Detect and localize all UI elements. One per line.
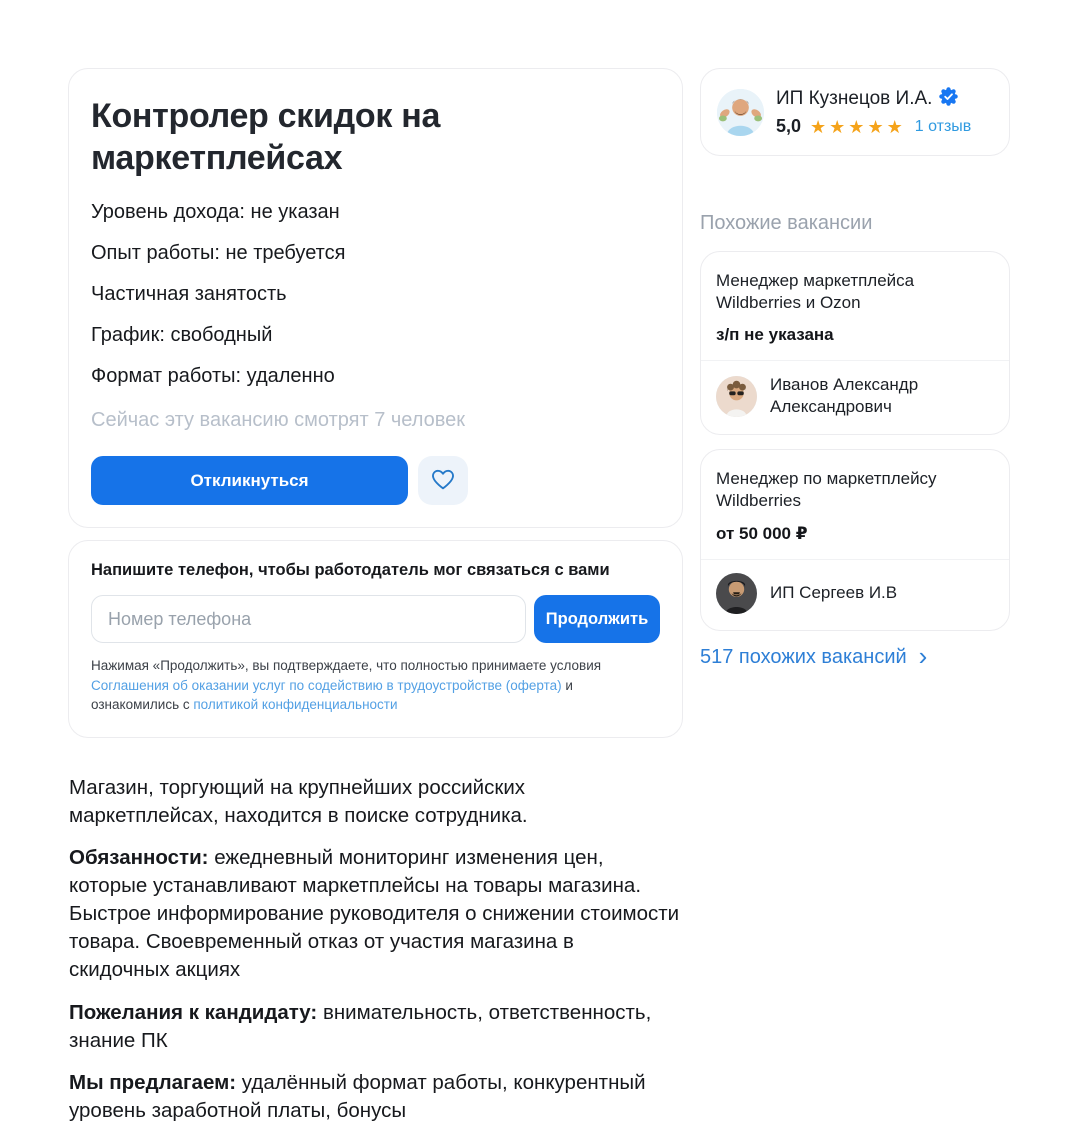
phone-contact-card [68,540,683,738]
job-detail-employment: Частичная занятость [91,283,287,306]
offer-link[interactable]: Соглашения об оказании услуг по содействию в трудоустройстве (оферта) [91,677,562,693]
similar-vacancy-person: ИП Сергеев И.В [770,583,898,603]
legal-text [91,656,660,715]
viewers-counter: Сейчас эту вакансию смотрят 7 человек [91,409,466,432]
privacy-policy-link[interactable]: политикой конфиденциальности [193,697,398,713]
similar-vacancy-footer [701,360,1009,420]
job-description [68,774,680,1125]
rating-value: 5,0 [776,116,802,136]
employer-card[interactable] [700,68,1010,156]
job-detail-format: Формат работы: удаленно [91,365,335,388]
employer-avatar [717,89,764,136]
similar-vacancy-person: Иванов Александр Александрович [770,375,919,417]
vacancy-card [68,68,683,528]
phone-input-row [91,595,660,643]
description-paragraph: Обязанности: ежедневный мониторинг изменения цен, которые устанавливают маркетплейсы на товары магазина. Быстрое информирование руководителя о снижении стоимости товара. Своевременный отказ от участия магазина в скидочных акциях [69,846,680,982]
reviews-link[interactable]: 1 отзыв [914,117,972,135]
description-paragraph: Магазин, торгующий на крупнейших российских маркетплейсах, находится в поиске сотрудника. [69,776,528,828]
continue-button[interactable]: Продолжить [534,595,660,643]
employer-name: ИП Кузнецов И.А. [776,88,933,109]
employer-name-row [776,87,971,111]
legal-part-1: Нажимая «Продолжить», вы подтверждаете, что полностью принимаете условия [91,658,602,674]
star-rating-icon: ★★★★★ [810,116,906,137]
heart-icon [430,466,456,495]
phone-input[interactable] [91,595,526,643]
chevron-right-icon: › [918,640,928,671]
similar-vacancy-footer [701,559,1009,616]
job-detail-experience: Опыт работы: не требуется [91,242,346,265]
job-detail-income: Уровень дохода: не указан [91,201,340,224]
description-paragraph: Мы предлагаем: удалённый формат работы, конкурентный уровень заработной платы, бонусы [69,1070,646,1122]
similar-vacancy-card[interactable] [700,449,1010,630]
more-vacancies-link[interactable] [700,640,1010,671]
similar-vacancy-title: Менеджер по маркетплейсу Wildberries [716,469,937,511]
favorite-button[interactable] [418,456,468,505]
similar-vacancy-title: Менеджер маркетплейса Wildberries и Ozon [716,271,915,313]
phone-card-header: Напишите телефон, чтобы работодатель мог связаться с вами [91,561,610,580]
verified-badge-icon [939,87,958,111]
job-detail-schedule: График: свободный [91,324,273,347]
similar-vacancy-salary: з/п не указана [716,325,834,345]
description-paragraph: Пожелания к кандидату: внимательность, ответственность, знание ПК [69,1000,652,1052]
person-avatar [716,376,757,417]
main-column [68,68,683,1139]
employer-rating-row [776,116,971,137]
person-avatar [716,573,757,614]
apply-button[interactable]: Откликнуться [91,456,408,505]
similar-vacancy-card[interactable] [700,251,1010,435]
similar-vacancy-salary: от 50 000 ₽ [716,523,808,543]
sidebar [700,68,1010,1139]
job-title: Контролер скидок на маркетплейсах [91,97,441,178]
similar-vacancies-header: Похожие вакансии [700,212,873,234]
more-vacancies-label: 517 похожих вакансий [700,646,907,669]
legal-part-2: и ознакомились с [91,677,573,713]
actions-row [91,456,660,505]
employer-info [776,87,971,137]
